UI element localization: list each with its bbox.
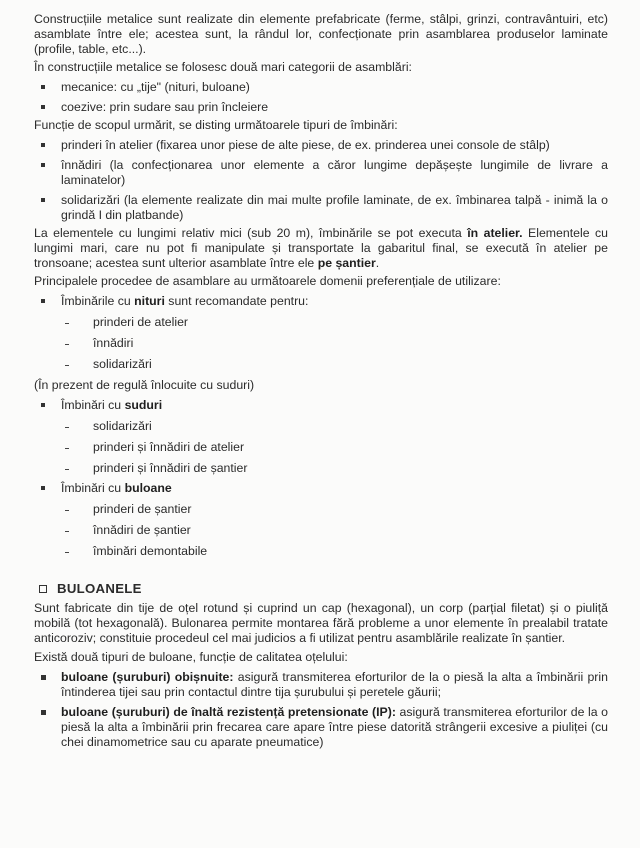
sub-list-item: [34, 502, 608, 517]
bold-text: nituri: [134, 294, 165, 308]
sub-list-item-text: prinderi de șantier: [93, 502, 192, 516]
sub-list-item-text: prinderi de atelier: [93, 315, 189, 329]
bullet-icon: [41, 299, 45, 303]
bullet-icon: [41, 163, 45, 167]
bold-text: suduri: [124, 398, 163, 412]
list-item: [34, 138, 608, 153]
intro-paragraph: Construcțiile metalice sunt realizate din elemente prefabricate (ferme, stâlpi, grinzi, contravântuiri, etc) asamblate între ele; acestea sunt, la rândul lor, confecționate prin asamblarea produselor laminate (profile, table, etc...).: [34, 12, 608, 56]
dash-icon: [65, 510, 69, 511]
text-run: .: [375, 256, 380, 270]
list-item: [34, 705, 608, 750]
list-item-text: coezive: prin sudare sau prin încleiere: [61, 100, 269, 114]
list-item-bolts: [34, 481, 608, 496]
sub-list-item-text: îmbinări demontabile: [93, 544, 208, 558]
bold-text: pe șantier: [317, 256, 376, 270]
dash-icon: [65, 323, 69, 324]
bold-text: în atelier.: [467, 226, 523, 240]
text-run: asigură transmiterea eforturilor de la o piesă la alta a îmbinării prin întinderea tijei sau prin contactul dintre tija șurubului și peretele găurii;: [61, 670, 608, 699]
list-item: [34, 80, 608, 95]
list-item-welds: [34, 398, 608, 413]
text-run: Îmbinări cu: [61, 398, 125, 412]
list-item-text: mecanice: cu „tije" (nituri, buloane): [61, 80, 250, 94]
sub-list-item: [34, 315, 608, 330]
list-item: [34, 670, 608, 700]
bullet-icon: [41, 143, 45, 147]
bullet-icon: [41, 198, 45, 202]
bold-text: buloane (șuruburi) de înaltă rezistență pretensionate (IP):: [61, 705, 396, 719]
list-item-text: înnădiri (la confecționarea unor elemente a căror lungime depășește lungimile de livrare a laminatelor): [61, 158, 608, 187]
text-run: Îmbinările cu: [61, 294, 135, 308]
sub-list-item: [34, 461, 608, 476]
bolt-types-intro: Există două tipuri de buloane, funcție de calitatea oțelului:: [34, 650, 348, 664]
dash-icon: [65, 448, 69, 449]
bullet-icon: [41, 710, 46, 715]
sub-list-item-text: prinderi și înnădiri de șantier: [93, 461, 248, 475]
lengths-paragraph: [34, 226, 608, 271]
sub-list-item-text: înnădiri de șantier: [93, 523, 191, 537]
bullet-icon: [41, 403, 45, 407]
list-item: [34, 158, 608, 188]
sub-list-item: [34, 523, 608, 538]
list-item-text: solidarizări (la elemente realizate din mai multe profile laminate, de ex. îmbinarea talpă - inimă la o grindă I din platbande): [61, 193, 608, 222]
sub-list-item: [34, 419, 608, 434]
sub-list-item: [34, 336, 608, 351]
document-page: [34, 12, 608, 750]
dash-icon: [65, 531, 69, 532]
sub-list-item: [34, 440, 608, 455]
bullet-icon: [41, 486, 45, 490]
joint-types-intro: Funcție de scopul urmărit, se disting următoarele tipuri de îmbinări:: [34, 118, 398, 132]
sub-list-item-text: înnădiri: [93, 336, 134, 350]
section-heading: [34, 581, 608, 596]
text-run: Elementele cu lungimi mari, care nu pot fi manipulate și transportate la gabaritul final, se execută în atelier pe tronsoane; acestea sunt ulterior asamblate între ele: [34, 226, 609, 270]
dash-icon: [65, 344, 69, 345]
sub-list-item-text: prinderi și înnădiri de atelier: [93, 440, 245, 454]
sub-list-item-text: solidarizări: [93, 419, 152, 433]
list-item-text: prinderi în atelier (fixarea unor piese de alte piese, de ex. prinderea unei console de stâlp): [61, 138, 550, 152]
list-item: [34, 100, 608, 115]
bold-text: buloane (șuruburi) obișnuite:: [61, 670, 234, 684]
dash-icon: [65, 469, 69, 470]
bold-text: buloane: [124, 481, 172, 495]
dash-icon: [65, 552, 69, 553]
bullet-icon: [41, 675, 46, 680]
bullet-icon: [41, 85, 45, 89]
sub-list-item-text: solidarizări: [93, 357, 152, 371]
text-run: La elementele cu lungimi relativ mici (sub 20 m), îmbinările se pot executa: [34, 226, 468, 240]
list-item: [34, 193, 608, 223]
text-run: asigură transmiterea eforturilor de la o piesă la alta a îmbinării prin frecarea care apare între piese datorită strângerii excesive a piuliței (cu chei dinamometrice sau cu aparate pneumatice): [61, 705, 608, 749]
dash-icon: [65, 427, 69, 428]
section-title: BULOANELE: [57, 581, 142, 596]
text-run: Îmbinări cu: [61, 481, 125, 495]
bullet-icon: [41, 105, 45, 109]
dash-icon: [65, 365, 69, 366]
procedures-intro: Principalele procedee de asamblare au următoarele domenii preferențiale de utilizare:: [34, 274, 501, 288]
bolts-description: Sunt fabricate din tije de oțel rotund și cuprind un cap (hexagonal), un corp (parțial filetat) și o piuliță mobilă (tot hexagonală). Bulonarea permite montarea fără probleme a unor elemente în prealabil tratate anticoroziv; constituie procedeul cel mai judicios a fi utilizat pentru asamblările realizate în șantier.: [34, 601, 608, 645]
text-run: sunt recomandate pentru:: [164, 294, 309, 308]
sub-list-item: [34, 544, 608, 559]
checkbox-square-icon: [39, 585, 47, 593]
sub-list-item: [34, 357, 608, 372]
categories-intro: În construcțiile metalice se folosesc două mari categorii de asamblări:: [34, 60, 412, 74]
rivets-note: (În prezent de regulă înlocuite cu suduri): [34, 378, 255, 392]
list-item-rivets: [34, 294, 608, 309]
